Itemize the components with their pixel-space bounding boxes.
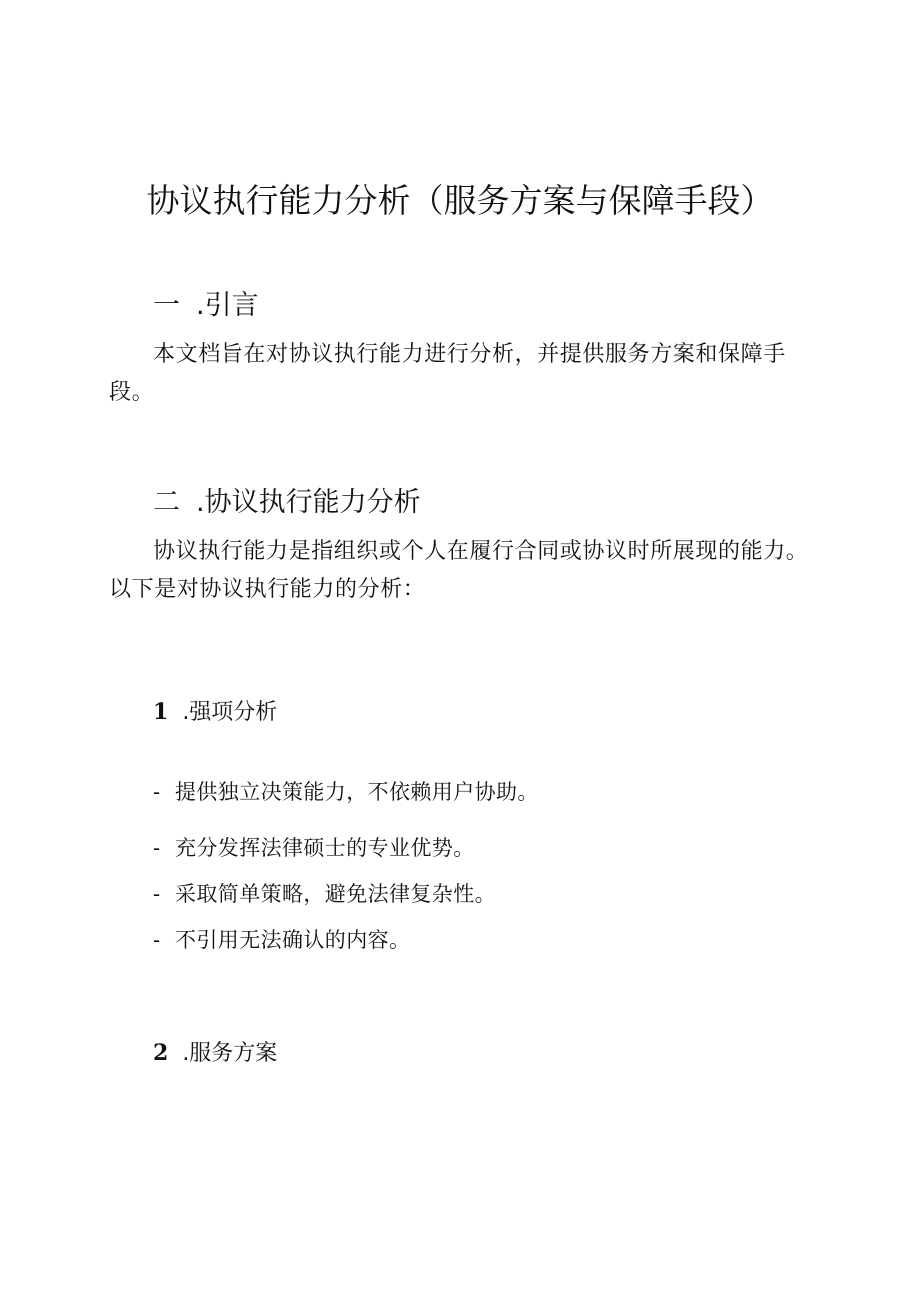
section-heading-introduction xyxy=(153,286,259,326)
list-item xyxy=(153,879,496,909)
subsection-heading-service-plan xyxy=(153,1037,277,1070)
subsection-title: .服务方案 xyxy=(182,1041,278,1066)
bullet-marker: - xyxy=(153,882,161,906)
section-title: .引言 xyxy=(196,290,259,321)
section-heading-analysis xyxy=(153,483,421,523)
section-number: 二 xyxy=(153,487,182,518)
bullet-marker: - xyxy=(153,928,161,952)
list-item-text: 提供独立决策能力，不依赖用户协助。 xyxy=(175,780,539,804)
subsection-heading-strengths xyxy=(153,696,277,729)
list-item-text: 采取简单策略，避免法律复杂性。 xyxy=(175,882,496,906)
list-item xyxy=(153,777,539,807)
list-item xyxy=(153,833,475,863)
list-item xyxy=(153,925,410,955)
subsection-number: 1 xyxy=(153,699,169,725)
bullet-marker: - xyxy=(153,780,161,804)
document-title: 协议执行能力分析（服务方案与保障手段） xyxy=(146,181,774,220)
subsection-number: 2 xyxy=(153,1040,169,1066)
analysis-paragraph: 协议执行能力是指组织或个人在履行合同或协议时所展现的能力。以下是对协议执行能力的分析： xyxy=(109,539,809,602)
list-item-text: 充分发挥法律硕士的专业优势。 xyxy=(175,836,475,860)
section-title: .协议执行能力分析 xyxy=(196,487,421,518)
bullet-marker: - xyxy=(153,836,161,860)
list-item-text: 不引用无法确认的内容。 xyxy=(175,928,411,952)
section-number: 一 xyxy=(153,290,182,321)
subsection-title: .强项分析 xyxy=(182,700,278,725)
introduction-paragraph: 本文档旨在对协议执行能力进行分析，并提供服务方案和保障手段。 xyxy=(109,342,786,405)
